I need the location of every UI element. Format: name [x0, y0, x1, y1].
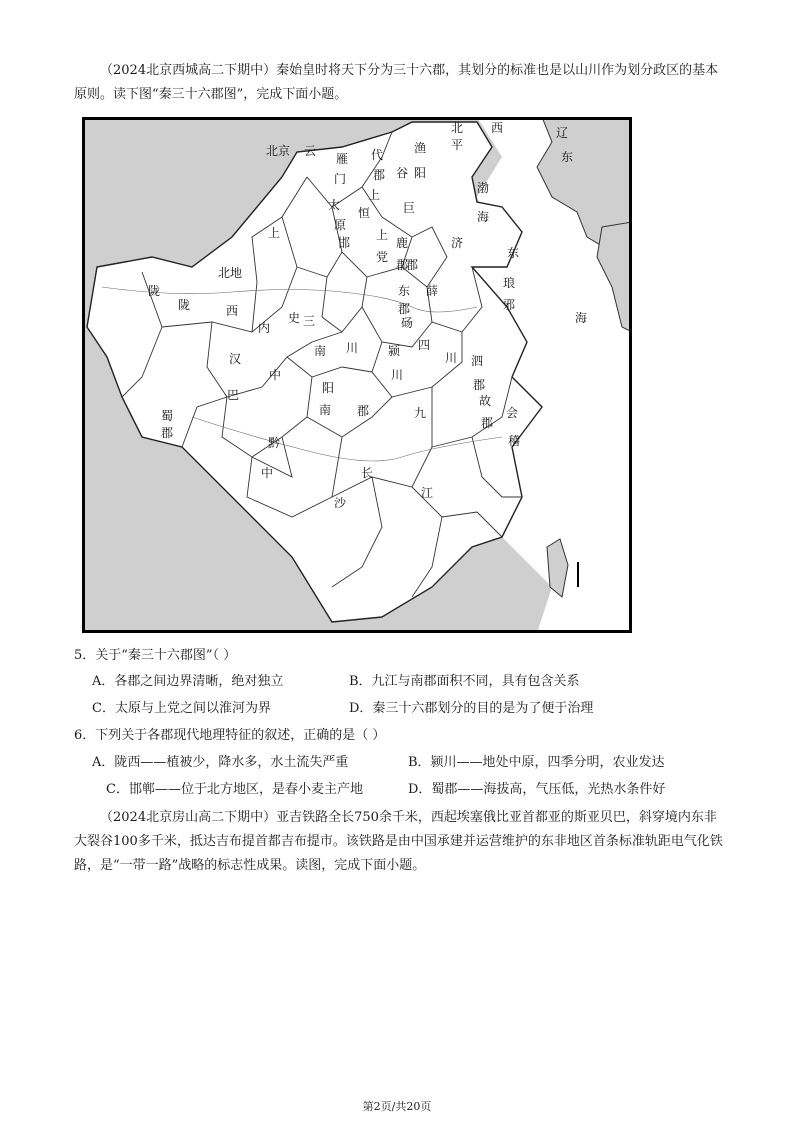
question-6-stem: 6．下列关于各郡现代地理特征的叙述，正确的是（ ）: [74, 728, 386, 743]
page-footer: 第2页/共20页: [362, 1100, 432, 1113]
map-label: 渤: [476, 181, 490, 195]
map-label: 阳: [321, 381, 335, 395]
map-label: 雁: [335, 152, 349, 166]
map-label: 谷: [395, 166, 409, 180]
map-label: 上: [367, 188, 381, 202]
question-5-option-d[interactable]: D．秦三十六郡划分的目的是为了便于治理: [349, 701, 594, 716]
map-label: 党: [375, 250, 389, 264]
map-label: 故: [478, 394, 492, 408]
map-label: 汉: [228, 352, 242, 366]
map-label: 三: [302, 314, 316, 328]
map-label: 长: [360, 466, 374, 480]
map-label: 阳: [413, 166, 427, 180]
map-label: 东: [397, 284, 411, 298]
question-5-option-a[interactable]: A．各郡之间边界清晰，绝对独立: [92, 674, 284, 689]
map-label: 九: [413, 406, 427, 420]
map-label: 渔: [413, 141, 427, 155]
map-label: 邪: [502, 298, 516, 312]
map-label: 太: [327, 198, 341, 212]
map-label: 上: [267, 226, 281, 240]
map-label: 西: [490, 121, 504, 135]
intro-paragraph-2: （2024北京房山高二下期中）亚吉铁路全长750余千米，西起埃塞俄比亚首都亚的斯亚贝巴，斜穿境内东非大裂谷100多千米，抵达吉布提首都吉布提市。该铁路是由中国承建并运营维护的东非地区首条标准轨距电气化铁路，是“一带一路”战略的标志性成果。读图，完成下面小题。: [74, 810, 723, 873]
intro-paragraph-1: （2024北京西城高二下期中）秦始皇时将天下分为三十六郡，其划分的标准也是以山川作为划分政区的基本原则。读下图“秦三十六郡图”，完成下面小题。: [74, 63, 719, 102]
map-label: 恒: [357, 206, 371, 220]
map-label: 邯: [337, 236, 351, 250]
map-label: 陇: [177, 298, 191, 312]
map-label: 北: [450, 121, 464, 135]
map-label: 郡: [397, 302, 411, 316]
question-6-option-b[interactable]: B．颍川——地处中原，四季分明，农业发达: [408, 755, 665, 770]
map-label: 郡: [480, 416, 494, 430]
map-label: 会: [505, 406, 519, 420]
map-label: 陇: [147, 284, 161, 298]
question-5-option-c[interactable]: C．太原与上党之间以淮河为界: [92, 701, 271, 716]
question-6-option-c[interactable]: C．邯郸——位于北方地区，是春小麦主产地: [106, 782, 363, 797]
map-label: 江: [420, 486, 434, 500]
map-label: 门: [333, 172, 347, 186]
map-label: 黔: [267, 436, 281, 450]
map-label: 颍: [387, 344, 401, 358]
map-label: 沙: [333, 496, 347, 510]
map-label: 中: [268, 368, 282, 382]
map-label: 川: [345, 341, 359, 355]
map-label: 郡: [395, 258, 409, 272]
map-label: 四: [417, 338, 431, 352]
map-label: 郡: [405, 258, 419, 272]
map-label: 内: [257, 321, 271, 335]
map-label: 泗: [470, 354, 484, 368]
map-label: 川: [390, 368, 404, 382]
map-label: 平: [450, 138, 464, 152]
map-label: 辽: [555, 126, 569, 140]
map-label: 云: [303, 144, 317, 158]
map-label: 中: [260, 466, 274, 480]
map-label: 代: [370, 148, 384, 162]
qin-36-commanderies-map: [82, 117, 632, 633]
map-label: 北地: [217, 266, 243, 280]
map-label: 川: [444, 351, 458, 365]
map-label: 海: [476, 210, 490, 224]
map-label: 原: [333, 218, 347, 232]
map-label: 上: [375, 228, 389, 242]
map-label: 海: [574, 311, 588, 325]
map-label: 薛: [425, 284, 439, 298]
question-6-option-d[interactable]: D．蜀郡——海拔高，气压低，光热水条件好: [408, 782, 666, 797]
map-label: 蜀: [160, 409, 174, 423]
map-label: 鹿: [395, 236, 409, 250]
question-6-option-a[interactable]: A．陇西——植被少，降水多，水土流失严重: [92, 755, 349, 770]
map-label: 琅: [502, 276, 516, 290]
map-label: 北京: [265, 144, 291, 158]
map-label: 稽: [507, 434, 521, 448]
map-label: 郡: [372, 168, 386, 182]
map-label: 郡: [472, 378, 486, 392]
question-5-option-b[interactable]: B．九江与南郡面积不同，具有包含关系: [349, 674, 580, 689]
map-label: 郡: [356, 404, 370, 418]
map-label: 西: [225, 304, 239, 318]
question-5-stem: 5．关于“秦三十六郡图”（ ）: [74, 648, 237, 663]
map-label: 南: [313, 344, 327, 358]
map-label: 南: [318, 403, 332, 417]
map-label: 郡: [160, 426, 174, 440]
map-label: 巨: [402, 201, 416, 215]
map-label: 史: [287, 311, 301, 325]
map-label: 砀: [400, 316, 414, 330]
map-label: 济: [450, 236, 464, 250]
map-label: 巴: [226, 388, 240, 402]
map-label: 东: [506, 246, 520, 260]
map-label: 东: [560, 150, 574, 164]
